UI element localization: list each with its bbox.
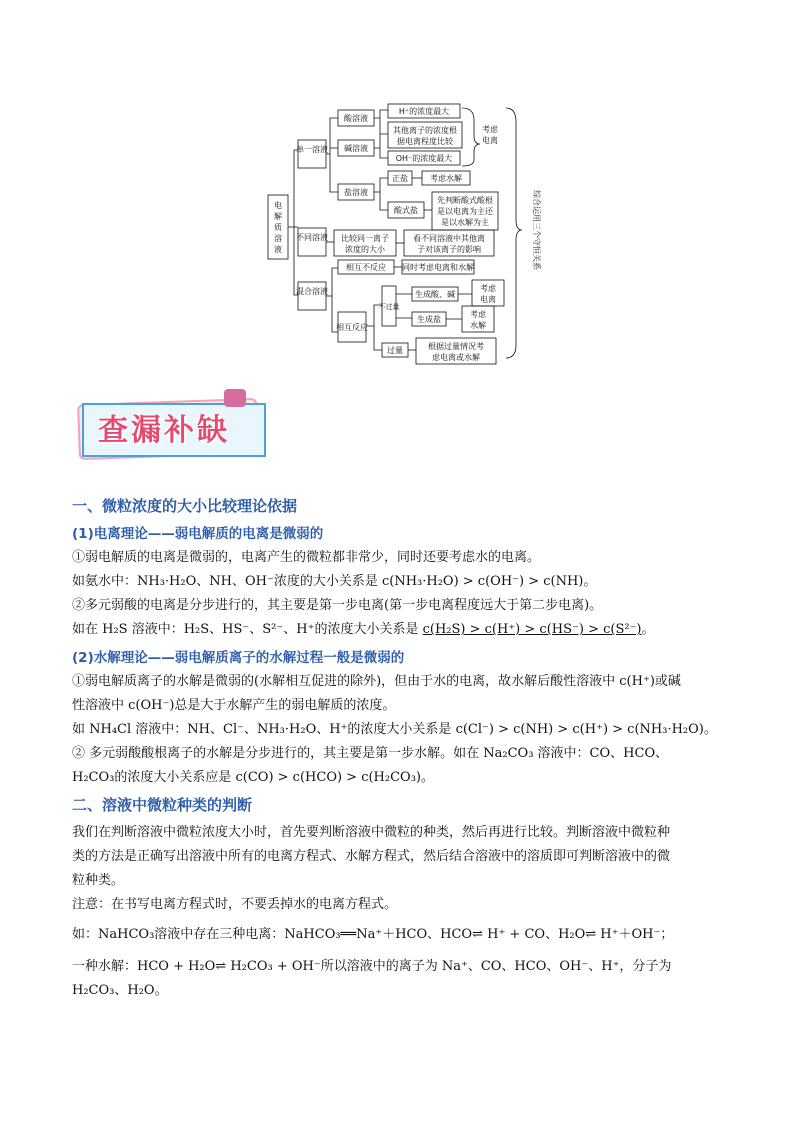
s1-p4-answer: c(H₂S) > c(H⁺) > c(HS⁻) > c(S²⁻): [422, 622, 642, 637]
no-react-label: 相互不反应: [346, 263, 386, 272]
judge-acid-3: 是以水解为主: [441, 218, 489, 227]
see-other-2: 子对该离子的影响: [417, 245, 481, 254]
compare-same-1: 比较同一离子: [341, 234, 389, 243]
overall-label: 综合运用三个守恒关系: [532, 190, 541, 270]
s1-p3: ②多元弱酸的电离是分步进行的，其主要是第一步电离(第一步电离程度远大于第二步电离)。: [72, 598, 603, 613]
s2-p5: 如：NaHCO₃溶液中存在三种电离：NaHCO₃══Na⁺＋HCO、HCO⇌ H⁺ + CO、H₂O⇌ H⁺＋OH⁻；: [72, 927, 674, 942]
consider-hydro2-1: 考虑: [470, 310, 486, 319]
s1-p2: 如氨水中：NH₃·H₂O、NH、OH⁻浓度的大小关系是 c(NH₃·H₂O) > c(OH⁻) > c(NH)。: [72, 574, 597, 589]
section1-sub1: (1)电离理论——弱电解质的电离是微弱的: [72, 526, 324, 542]
s2-p6: 一种水解：HCO + H₂O⇌ H₂CO₃ + OH⁻所以溶液中的离子为 Na⁺、CO、HCO、OH⁻、H⁺，分子为: [72, 959, 672, 974]
mix-label: 混合溶液: [296, 287, 328, 296]
section2-title: 二、溶液中微粒种类的判断: [72, 796, 253, 814]
s2-p1: 我们在判断溶液中微粒浓度大小时，首先要判断溶液中微粒的种类，然后再进行比较。判断溶液中微粒种: [72, 825, 671, 840]
s1-p5: ①弱电解质离子的水解是微弱的(水解相互促进的除外)，但由于水的电离，故水解后酸性溶液中 c(H⁺)或碱: [72, 674, 681, 689]
diagram-labels: [274, 106, 542, 362]
s1-p1: ①弱电解质的电离是微弱的，电离产生的微粒都非常少，同时还要考虑水的电离。: [72, 550, 541, 565]
judge-acid-1: 先判断酸式酸根: [437, 196, 493, 205]
s1-p8: ② 多元弱酸酸根离子的水解是分步进行的，其主要是第一步水解。如在 Na₂CO₃ 溶液中：CO、HCO、: [72, 746, 669, 761]
section1-sub2: (2)水解理论——弱电解质离子的水解过程一般是微弱的: [72, 650, 405, 666]
by-excess-1: 根据过量情况考: [428, 342, 484, 351]
other-ions-1: 其他离子的浓度根: [393, 126, 457, 135]
banner-title: 查漏补缺: [98, 413, 230, 448]
both-label: 同时考虑电离和水解: [402, 263, 474, 272]
not-excess-label: 不过量: [378, 303, 400, 311]
by-excess-2: 虑电离或水解: [432, 353, 480, 362]
s1-p4: [72, 618, 732, 642]
gen-acid-base-label: 生成酸、碱: [415, 290, 455, 299]
s1-p4a: 如在 H₂S 溶液中：H₂S、HS⁻、S²⁻、H⁺的浓度大小关系是: [72, 622, 423, 637]
s1-p4c: 。: [641, 622, 655, 637]
concept-map-svg: [262, 100, 552, 365]
excess-label: 过量: [387, 346, 403, 355]
salt-label: 盐溶液: [344, 188, 368, 197]
oh-max-label: OH⁻的浓度最大: [395, 154, 453, 163]
concept-diagram: [262, 100, 552, 365]
single-label: 单一溶液: [296, 145, 328, 154]
other-ions-2: 据电离程度比较: [397, 137, 453, 146]
consider-ion-2: 电离: [482, 136, 498, 145]
s2-p3: 粒种类。: [72, 873, 125, 888]
consider-ion2-2: 电离: [480, 295, 496, 304]
consider-hydro2-2: 水解: [470, 321, 486, 330]
gen-salt-label: 生成盐: [417, 315, 441, 324]
s1-p6: 性溶液中 c(OH⁻)总是大于水解产生的弱电解质的浓度。: [72, 698, 396, 713]
s1-p7: 如 NH₄Cl 溶液中：NH、Cl⁻、NH₃·H₂O、H⁺的浓度大小关系是 c(Cl⁻) > c(NH) > c(H⁺) > c(NH₃·H₂O)。: [72, 722, 717, 737]
diff-label: 不同溶液: [296, 233, 328, 242]
consider-hydro-label: 考虑水解: [430, 174, 462, 183]
h-max-label: H⁺的浓度最大: [398, 107, 450, 116]
s2-p2: 类的方法是正确写出溶液中所有的电离方程式、水解方程式，然后结合溶液中的溶质即可判断溶液中的微: [72, 849, 671, 864]
document-body: [72, 495, 732, 1003]
base-label: 碱溶液: [344, 144, 368, 153]
s2-p4: 注意：在书写电离方程式时，不要丢掉水的电离方程式。: [72, 897, 398, 912]
react-label: 相互反应: [336, 323, 368, 332]
section1-title: 一、微粒浓度的大小比较理论依据: [72, 497, 298, 515]
section-banner: [72, 395, 262, 463]
consider-ion-1: 考虑: [482, 125, 498, 134]
compare-same-2: 浓度的大小: [345, 245, 385, 254]
acid-label: 酸溶液: [344, 114, 368, 123]
root-label: 电解质溶液: [274, 201, 282, 254]
see-other-1: 看不同溶液中其他离: [413, 234, 485, 243]
s2-p7: H₂CO₃、H₂O。: [72, 983, 168, 998]
s1-p9: H₂CO₃的浓度大小关系应是 c(CO) > c(HCO) > c(H₂CO₃)。: [72, 770, 434, 785]
judge-acid-2: 是以电离为主还: [437, 207, 493, 216]
acid-salt-label: 酸式盐: [394, 206, 418, 215]
normal-salt-label: 正盐: [392, 174, 408, 183]
consider-ion2-1: 考虑: [480, 284, 496, 293]
